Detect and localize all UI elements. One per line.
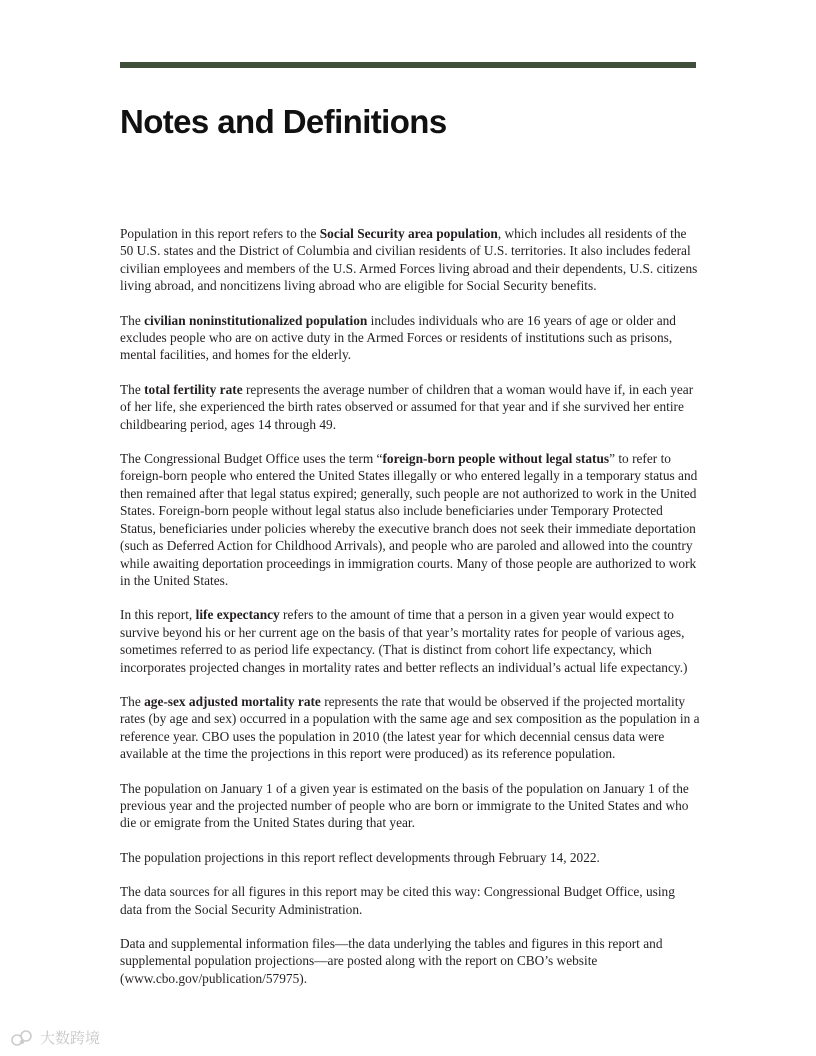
- term-foreign-born-people-without-legal-status: foreign-born people without legal status: [382, 451, 610, 467]
- paragraph-life-expectancy: [120, 606, 700, 676]
- watermark: [10, 1027, 100, 1048]
- text: The: [120, 693, 145, 709]
- term-total-fertility-rate: total fertility rate: [144, 381, 243, 397]
- watermark-logo-icon: [10, 1028, 36, 1048]
- text: Population in this report refers to the: [120, 226, 320, 241]
- text: Data and supplemental information files—the data underlying the tables and figures in this report and supplemental population projections—are posted along with the report on CBO’s website (www.cbo.gov/publication/57975).: [120, 936, 663, 986]
- watermark-text: 大数跨境: [40, 1029, 101, 1047]
- text: represents the rate that would be observed if the projected mortality rates (by age and sex) occurred in a population with the same age and sex composition as the population in a reference year. CBO uses the population in 2010 (the latest year for which decennial census data were available at the time the projections in this report were produced) as its reference population.: [120, 693, 700, 762]
- document-body: [120, 225, 700, 1004]
- text: The: [120, 381, 145, 397]
- term-civilian-noninstitutionalized-population: civilian noninstitutionalized population: [144, 312, 368, 328]
- paragraph-data-sources: [120, 883, 700, 918]
- paragraph-projection-date: [120, 849, 700, 866]
- text: The: [120, 312, 145, 328]
- term-age-sex-adjusted-mortality-rate: age-sex adjusted mortality rate: [144, 693, 321, 709]
- text: includes individuals who are 16 years of age or older and excludes people who are on active duty in the Armed Forces or residents of institutions such as prisons, mental facilities, and homes for the elderly.: [120, 312, 676, 363]
- text: The data sources for all figures in this report may be cited this way: Congressional Budget Office, using data from the Social Security Administration.: [120, 884, 675, 917]
- text: In this report,: [120, 607, 196, 623]
- term-social-security-area-population: Social Security area population: [319, 226, 498, 241]
- paragraph-total-fertility-rate: [120, 381, 700, 433]
- paragraph-civilian-noninstitutionalized: [120, 312, 700, 364]
- text: The Congressional Budget Office uses the term “: [120, 451, 383, 467]
- header-rule: [120, 62, 696, 68]
- text: represents the average number of children that a woman would have if, in each year of her life, she experienced the birth rates observed or assumed for that year and if she survived her entire childbearing period, ages 14 through 49.: [120, 381, 694, 432]
- term-life-expectancy: life expectancy: [195, 607, 280, 623]
- text: , which includes all residents of the 50 U.S. states and the District of Columbia and civilian residents of U.S. territories. It also includes federal civilian employees and members of the U.S. Armed Forces living abroad and their dependents, U.S. citizens living abroad, and noncitizens living abroad who are eligible for Social Security benefits.: [120, 226, 698, 294]
- paragraph-supplemental-files: [120, 935, 700, 987]
- paragraph-social-security-area: [120, 225, 700, 295]
- page-title: Notes and Definitions: [120, 103, 447, 140]
- text: The population projections in this report reflect developments through February 14, 2022.: [120, 849, 600, 865]
- text: The population on January 1 of a given year is estimated on the basis of the population on January 1 of the previous year and the projected number of people who are born or immigrate to the United States and who die or emigrate from the United States during that year.: [120, 780, 689, 831]
- text: ” to refer to foreign-born people who entered the United States illegally or who entered legally in a temporary status and then remained after that legal status expired; generally, such people are not authorized to work in the United States. Foreign-born people without legal status also include beneficiaries under Temporary Protected Status, beneficiaries under policies whereby the executive branch does not seek their immediate deportation (such as Deferred Action for Childhood Arrivals), and people who are paroled and allowed into the country while awaiting deportation proceedings in immigration courts. Many of those people are authorized to work in the United States.: [120, 451, 698, 588]
- paragraph-foreign-born: [120, 450, 700, 589]
- paragraph-population-january: [120, 780, 700, 832]
- paragraph-age-sex-adjusted-mortality: [120, 693, 700, 763]
- text: refers to the amount of time that a person in a given year would expect to survive beyond his or her current age on the basis of that year’s mortality rates for people of various ages, sometimes referred to as period life expectancy. (That is distinct from cohort life expectancy, which incorporates projected changes in mortality rates and better reflects an individual’s actual life expectancy.): [120, 607, 688, 675]
